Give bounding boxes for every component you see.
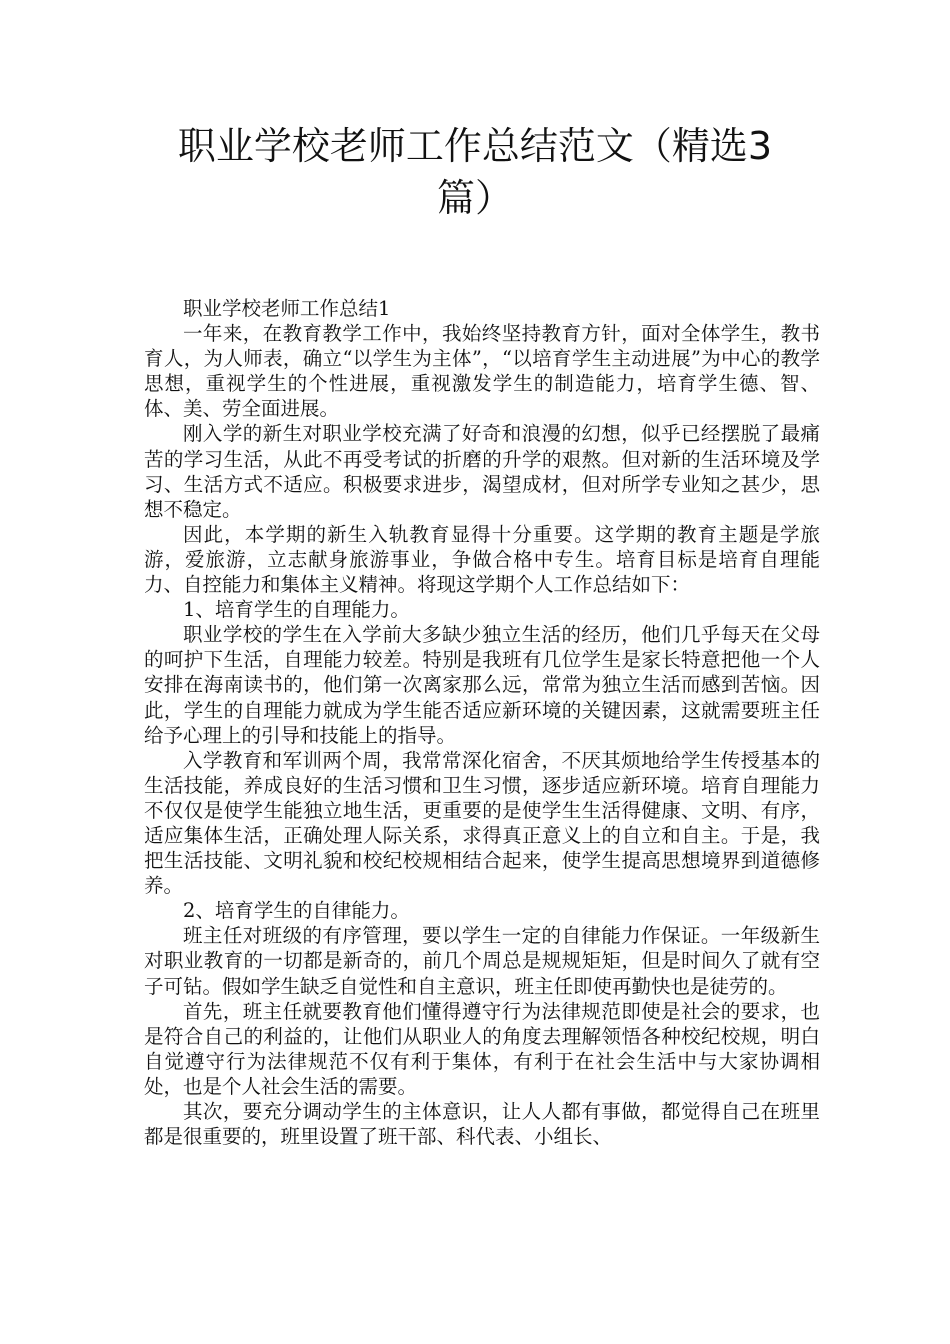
document-title: 职业学校老师工作总结范文（精选3篇） xyxy=(177,124,773,220)
paragraph: 其次，要充分调动学生的主体意识，让人人都有事做，都觉得自己在班里都是很重要的，班里设置了班干部、科代表、小组长、 xyxy=(144,1100,820,1149)
section-heading: 职业学校老师工作总结1 xyxy=(183,297,391,320)
paragraph: 班主任对班级的有序管理，要以学生一定的自律能力作保证。一年级新生对职业教育的一切都是新奇的，前几个周总是规规矩矩，但是时间久了就有空子可钻。假如学生缺乏自觉性和自主意识，班主任即使再勤快也是徒劳的。 xyxy=(144,924,820,998)
subheading: 1、培育学生的自理能力。 xyxy=(183,598,410,622)
paragraph: 职业学校的学生在入学前大多缺少独立生活的经历，他们几乎每天在父母的呵护下生活，自理能力较差。特别是我班有几位学生是家长特意把他一个人安排在海南读书的，他们第一次离家那么远，常常为独立生活而感到苦恼。因此，学生的自理能力就成为学生能否适应新环境的关键因素，这就需要班主任给予心理上的引导和技能上的指导。 xyxy=(144,623,820,747)
subheading: 2、培育学生的自律能力。 xyxy=(183,899,410,923)
paragraph: 首先，班主任就要教育他们懂得遵守行为法律规范即使是社会的要求，也是符合自己的利益的，让他们从职业人的角度去理解领悟各种校纪校规，明白自觉遵守行为法律规范不仅有利于集体，有利于在社会生活中与大家协调相处，也是个人社会生活的需要。 xyxy=(144,999,820,1098)
paragraph: 因此，本学期的新生入轨教育显得十分重要。这学期的教育主题是学旅游，爱旅游，立志献身旅游事业，争做合格中专生。培育目标是培育自理能力、自控能力和集体主义精神。将现这学期个人工作总结如下： xyxy=(144,522,820,597)
paragraph: 一年来，在教育教学工作中，我始终坚持教育方针，面对全体学生，教书育人，为人师表，确立“以学生为主体”，“以培育学生主动进展”为中心的教学思想，重视学生的个性进展，重视激发学生的制造能力，培育学生德、智、体、美、劳全面进展。 xyxy=(144,322,820,421)
paragraph: 刚入学的新生对职业学校充满了好奇和浪漫的幻想，似乎已经摆脱了最痛苦的学习生活，从此不再受考试的折磨的升学的艰熬。但对新的生活环境及学习、生活方式不适应。积极要求进步，渴望成材，但对所学专业知之甚少，思想不稳定。 xyxy=(144,422,820,521)
document-body xyxy=(144,296,820,1149)
paragraph: 入学教育和军训两个周，我常常深化宿舍，不厌其烦地给学生传授基本的生活技能，养成良好的生活习惯和卫生习惯，逐步适应新环境。培育自理能力不仅仅是使学生能独立地生活，更重要的是使学生生活得健康、文明、有序，适应集体生活，正确处理人际关系，求得真正意义上的自立和自主。于是，我把生活技能、文明礼貌和校纪校规相结合起来，使学生提高思想境界到道德修养。 xyxy=(144,748,820,898)
